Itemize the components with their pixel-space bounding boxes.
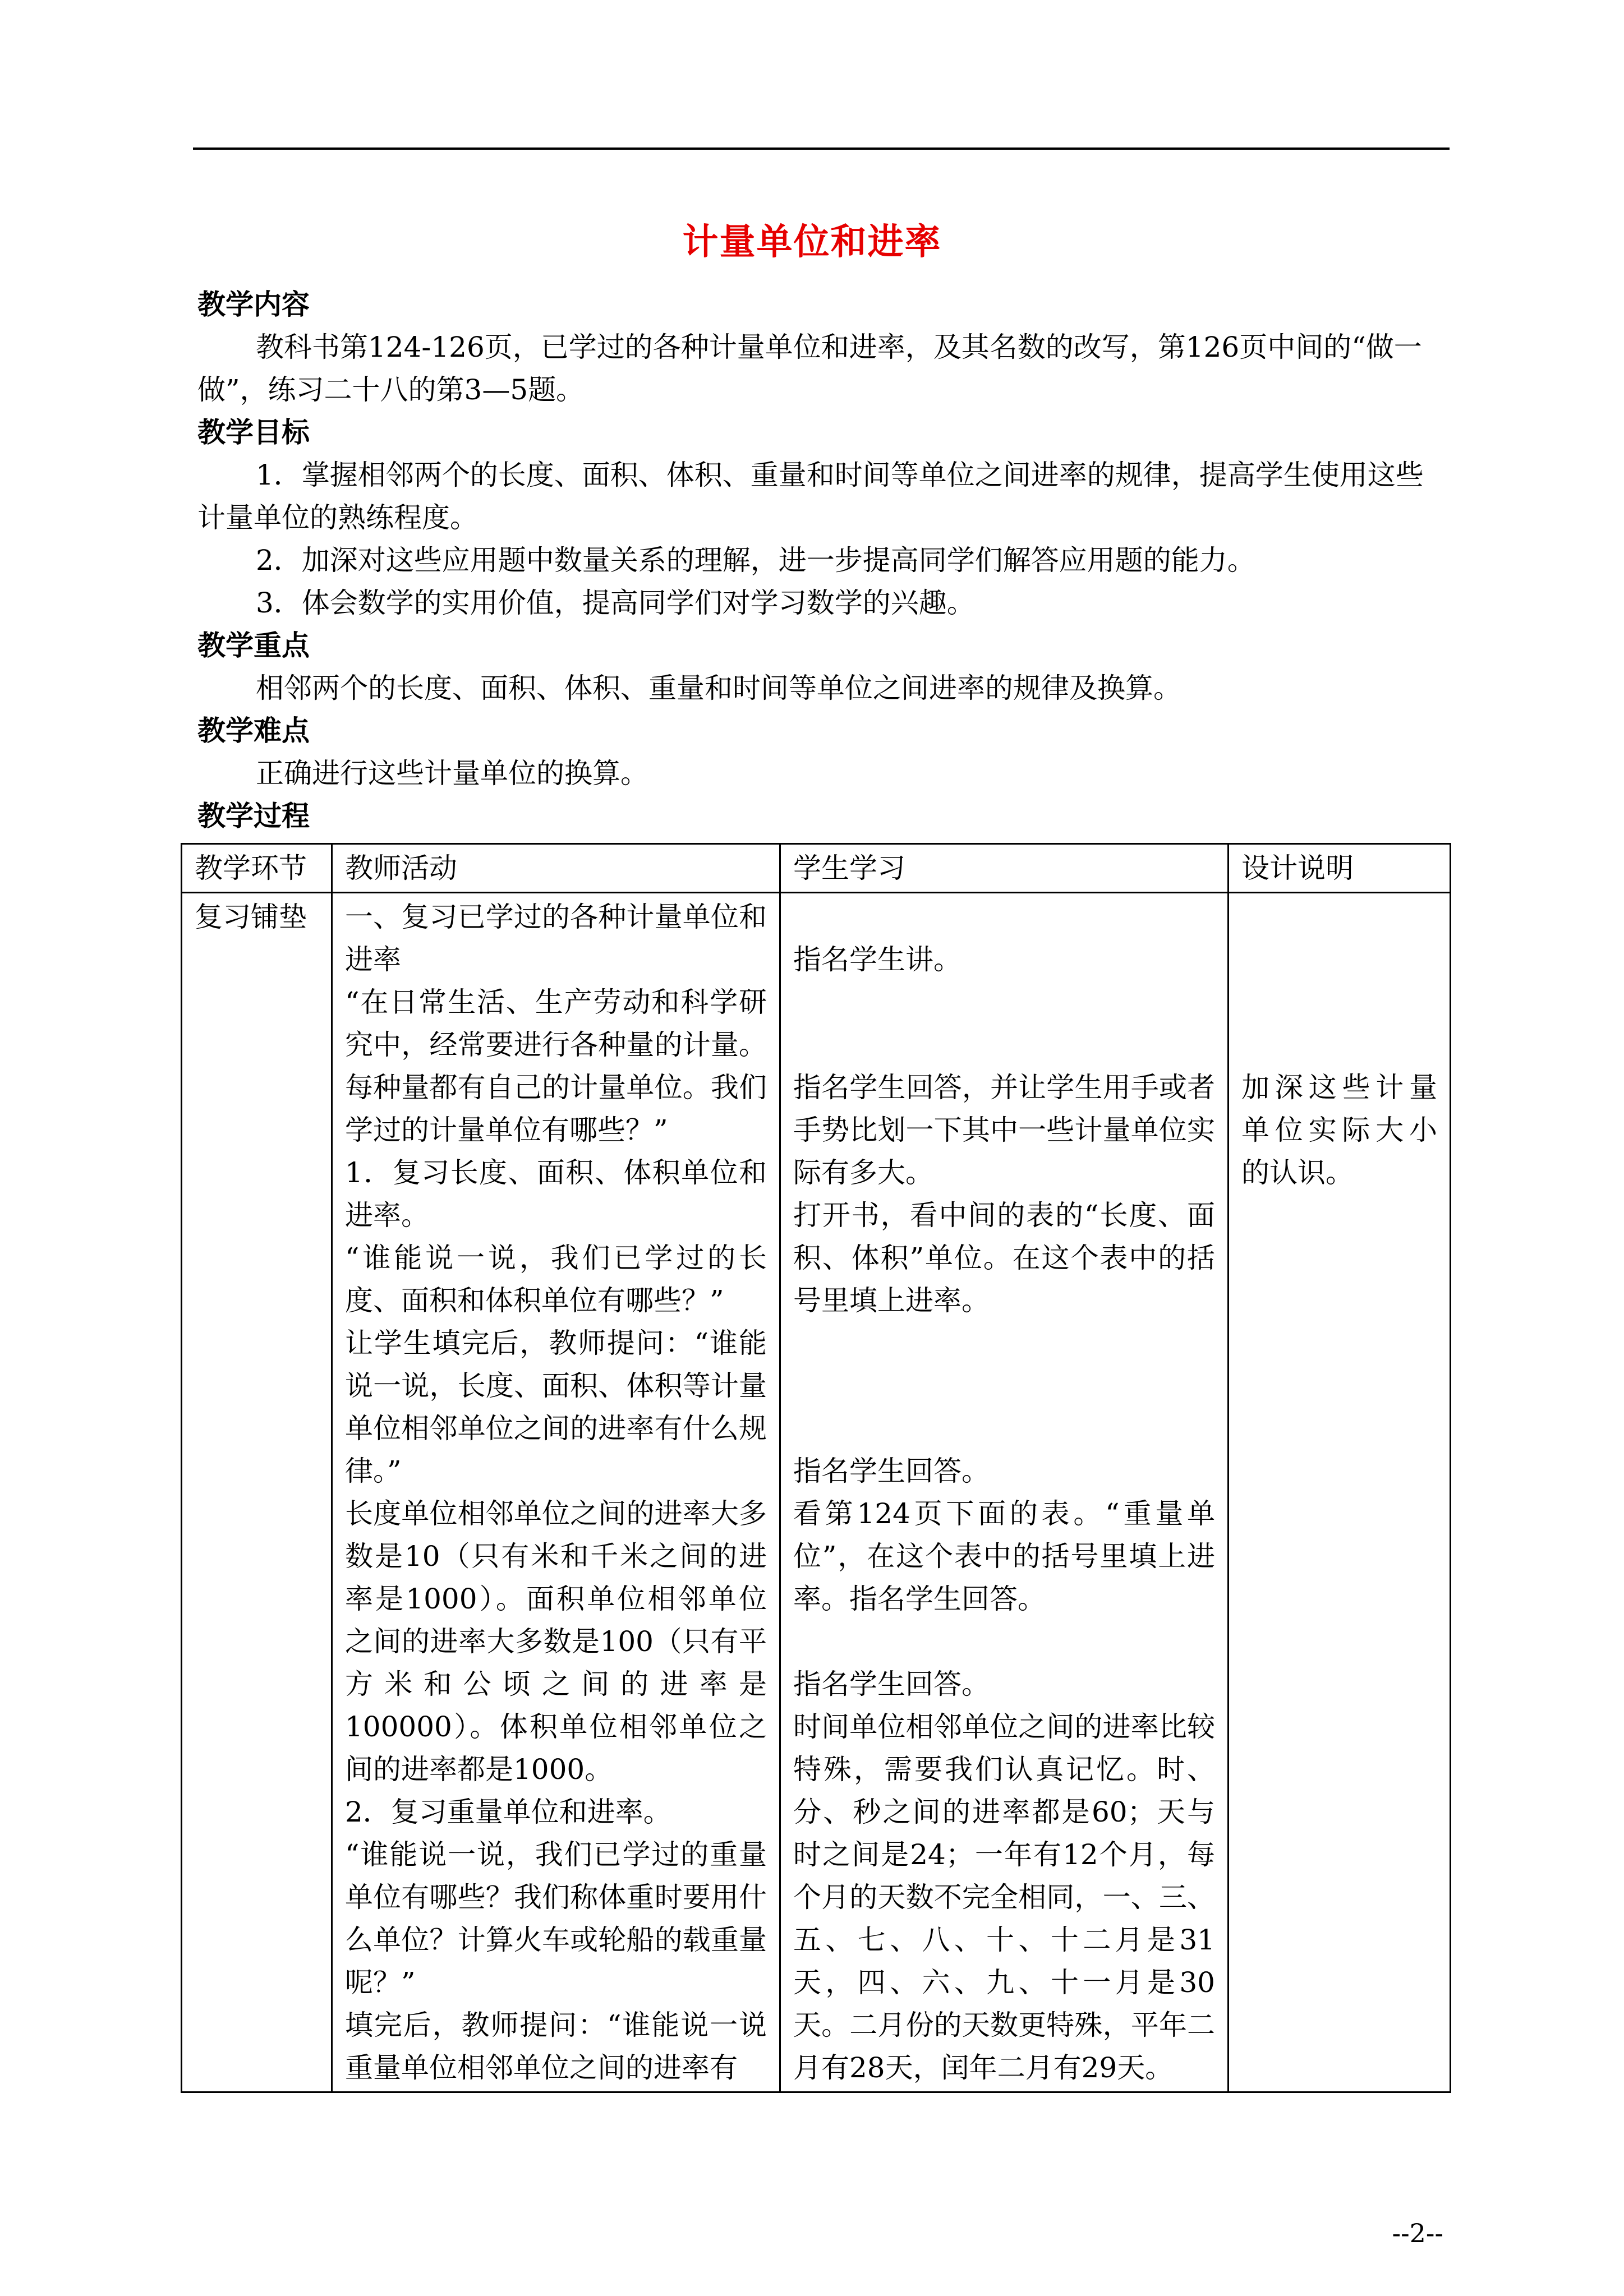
column-header-student: 学生学习 — [780, 844, 1229, 893]
student-paragraph: 时间单位相邻单位之间的进率比较特殊，需要我们认真记忆。时、分、秒之间的进率都是60；天与时之间是24；一年有12个月，每个月的天数不完全相同，一、三、五、七、八、十、十二月是31天，四、六、九、十一月是30天。二月份的天数更特殊，平年二月有28天，闰年二月有29天。 — [793, 1711, 1215, 2084]
teacher-paragraph: 填完后，教师提问：“谁能说一说重量单位相邻单位之间的进率有 — [345, 2009, 767, 2084]
goal-item: 2．加深对这些应用题中数量关系的理解，进一步提高同学们解答应用题的能力。 — [256, 544, 1255, 577]
teacher-paragraph: 2．复习重量单位和进率。 — [345, 1796, 671, 1828]
section-heading-process: 教学过程 — [197, 800, 310, 832]
process-table — [181, 843, 1451, 2093]
header-rule — [193, 147, 1450, 150]
student-paragraph: 打开书，看中间的表的“长度、面积、体积”单位。在这个表中的括号里填上进率。 — [793, 1199, 1215, 1317]
content-text: 教科书第124-126页，已学过的各种计量单位和进率，及其名数的改写，第126页中间的“做一做”，练习二十八的第3—5题。 — [197, 331, 1422, 406]
teacher-paragraph: 一、复习已学过的各种计量单位和进率 — [345, 901, 767, 976]
student-paragraph: 指名学生回答。 — [793, 1455, 990, 1487]
page-number: --2-- — [1392, 2218, 1443, 2248]
teacher-paragraph: “谁能说一说，我们已学过的长度、面积和体积单位有哪些？” — [345, 1242, 767, 1317]
section-heading-content: 教学内容 — [197, 288, 310, 321]
key-text: 相邻两个的长度、面积、体积、重量和时间等单位之间进率的规律及换算。 — [256, 672, 1181, 704]
student-learning-cell — [780, 893, 1229, 2092]
student-paragraph: 指名学生回答。 — [793, 1668, 990, 1700]
column-header-design: 设计说明 — [1229, 844, 1451, 893]
goal-item: 1．掌握相邻两个的长度、面积、体积、重量和时间等单位之间进率的规律，提高学生使用这些计量单位的熟练程度。 — [197, 459, 1424, 534]
teacher-paragraph: “谁能说一说，我们已学过的重量单位有哪些？我们称体重时要用什么单位？计算火车或轮船的载重量呢？” — [345, 1838, 767, 1999]
design-note: 加深这些计量单位实际大小的认识。 — [1241, 1071, 1437, 1189]
student-paragraph: 指名学生回答，并让学生用手或者手势比划一下其中一些计量单位实际有多大。 — [793, 1071, 1215, 1189]
table-header-row — [182, 844, 1451, 893]
design-note-cell — [1229, 893, 1451, 2092]
table-row — [182, 893, 1451, 2092]
teacher-paragraph: 长度单位相邻单位之间的进率大多数是10（只有米和千米之间的进率是1000）。面积单位相邻单位之间的进率大多数是100（只有平方米和公顷之间的进率是100000）。体积单位相邻单位之间的进率都是1000。 — [345, 1497, 767, 1786]
section-heading-difficulty: 教学难点 — [197, 714, 310, 747]
teacher-paragraph: 1．复习长度、面积、体积单位和进率。 — [345, 1156, 767, 1232]
section-heading-key: 教学重点 — [197, 629, 310, 662]
column-header-teacher: 教师活动 — [332, 844, 780, 893]
goal-item: 3．体会数学的实用价值，提高同学们对学习数学的兴趣。 — [256, 587, 975, 619]
teacher-paragraph: 让学生填完后，教师提问：“谁能说一说，长度、面积、体积等计量单位相邻单位之间的进率有什么规律。” — [345, 1327, 767, 1487]
student-paragraph: 指名学生讲。 — [793, 943, 961, 976]
page-title: 计量单位和进率 — [682, 222, 942, 263]
section-heading-goals: 教学目标 — [197, 416, 310, 449]
student-paragraph: 看第124页下面的表。“重量单位”，在这个表中的括号里填上进率。指名学生回答。 — [793, 1497, 1215, 1615]
teacher-activity-cell — [332, 893, 780, 2092]
column-header-stage: 教学环节 — [182, 844, 332, 893]
stage-cell: 复习铺垫 — [182, 893, 332, 2092]
teacher-paragraph: “在日常生活、生产劳动和科学研究中，经常要进行各种量的计量。每种量都有自己的计量单位。我们学过的计量单位有哪些？” — [345, 986, 767, 1146]
difficulty-text: 正确进行这些计量单位的换算。 — [256, 757, 648, 790]
lesson-plan-body — [197, 283, 1444, 837]
